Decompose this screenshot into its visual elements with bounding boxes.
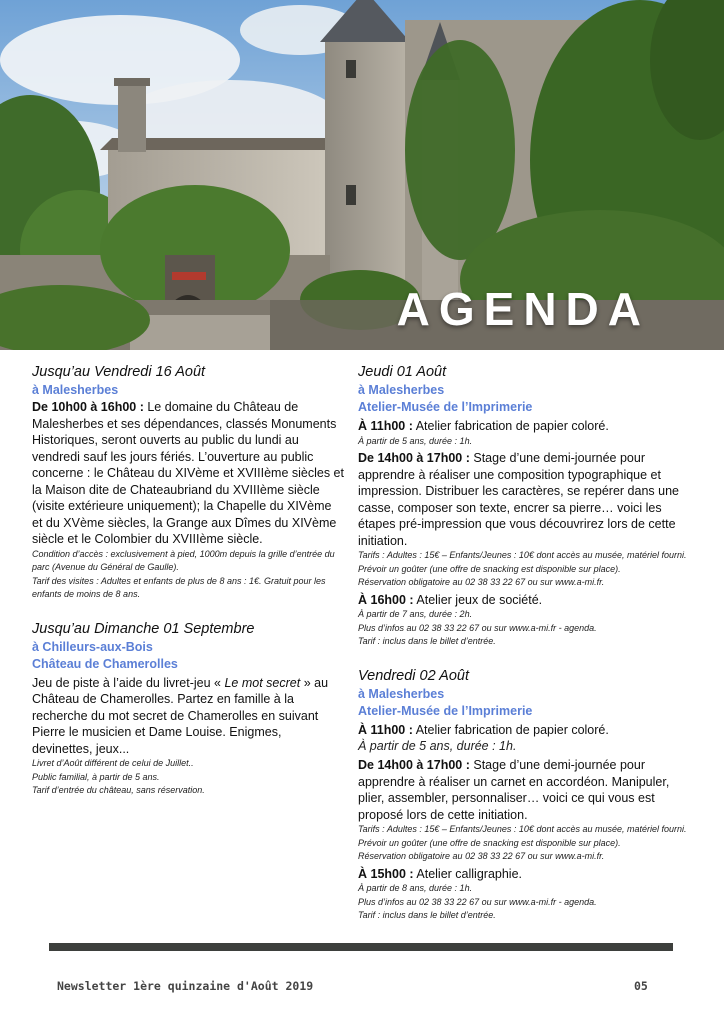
page-title: AGENDA (396, 283, 650, 335)
slot-note: Tarifs : Adultes : 15€ – Enfants/Jeunes : 10€ dont accès au musée, matériel fourni. Prévoir un goûter (une offre de snacking est disponible sur place). (358, 550, 687, 574)
event-venue: Atelier-Musée de l’Imprimerie (358, 400, 533, 414)
event-place: à Malesherbes (358, 383, 445, 397)
slot-note: Réservation obligatoire au 02 38 33 22 67 ou sur www.a-mi.fr. (358, 851, 605, 861)
event-date: Jusqu’au Dimanche 01 Septembre (32, 620, 255, 637)
slot-text: Atelier jeux de société. (416, 592, 543, 607)
event-place: à Malesherbes (32, 383, 119, 397)
event-text-part2: » au Château de Chamerolles. Partez en famille à la recherche du mot secret de Chamerolles en suivant Pierre le musicien et Dame Louise. Enigmes, devinettes, jeux... (32, 675, 329, 756)
slot-time: De 14h00 à 17h00 : (358, 451, 470, 465)
event-jeudi-01 (358, 363, 690, 649)
event-venue: Atelier-Musée de l’Imprimerie (358, 703, 533, 718)
event-date: Jusqu’au Vendredi 16 Août (32, 364, 206, 380)
hero-photo (0, 0, 724, 350)
slot-time: À 11h00 : (358, 419, 413, 433)
footer-newsletter-title: Newsletter 1ère quinzaine d'Août 2019 (57, 979, 314, 993)
footer-divider (49, 943, 673, 951)
event-slot (358, 757, 690, 823)
event-slot (358, 450, 690, 549)
event-venue: Château de Chamerolles (32, 656, 178, 671)
event-malesherbes-domaine (32, 363, 344, 602)
slot-note: Plus d’infos au 02 38 33 22 67 ou sur www.a-mi.fr - agenda. (358, 896, 597, 907)
event-note-price: Tarif d’entrée du château, sans réservation. (32, 785, 205, 795)
slot-text: Atelier fabrication de papier coloré. (415, 722, 609, 737)
event-description (32, 675, 344, 758)
slot-time: À 11h00 : (358, 722, 413, 737)
event-text-part1: Jeu de piste à l’aide du livret-jeu « (32, 675, 225, 690)
event-description (32, 399, 344, 548)
event-time: De 10h00 à 16h00 : (32, 400, 144, 414)
event-slot (358, 866, 690, 883)
event-note-audience: Public familial, à partir de 5 ans. (32, 771, 160, 782)
event-chamerolles (32, 620, 344, 798)
page-number: 05 (634, 979, 648, 993)
event-slot (358, 592, 690, 609)
slot-text: Atelier fabrication de papier coloré. (415, 419, 609, 433)
event-slot (358, 418, 690, 435)
slot-time: De 14h00 à 17h00 : (358, 758, 470, 772)
event-date: Vendredi 02 Août (358, 667, 469, 684)
slot-note: Tarif : inclus dans le billet d’entrée. (358, 636, 496, 646)
event-note-access: Condition d’accès : exclusivement à pied, 1000m depuis la grille d’entrée du parc (Avenue du Général de Gaulle). (32, 548, 335, 572)
right-column (358, 363, 690, 939)
event-slot (358, 722, 690, 739)
slot-note: À partir de 8 ans, durée : 1h. (358, 883, 473, 893)
slot-note: À partir de 5 ans, durée : 1h. (358, 739, 517, 753)
event-date: Jeudi 01 Août (358, 364, 447, 380)
left-column (32, 363, 344, 814)
slot-note: Plus d’infos au 02 38 33 22 67 ou sur www.a-mi.fr - agenda. (358, 622, 597, 633)
slot-text: Atelier calligraphie. (416, 866, 522, 881)
event-note-price: Tarif des visites : Adultes et enfants de plus de 8 ans : 1€. Gratuit pour les enfants de moins de 8 ans. (32, 575, 326, 599)
slot-note: À partir de 7 ans, durée : 2h. (358, 609, 473, 619)
slot-note: À partir de 5 ans, durée : 1h. (358, 435, 473, 446)
slot-note: Tarif : inclus dans le billet d’entrée. (358, 910, 496, 920)
event-vendredi-02 (358, 667, 690, 923)
event-text: Le domaine du Château de Malesherbes et ses dépendances, classés Monuments Historiques, seront ouverts au public du lundi au vendredi sauf les jours fériés. L’ouverture au public concerne : le Château du XIVème et XVIIIème siècles et la Maison dite de Chateaubriand du XVIIIème siècle (visite extérieure uniquement); la Chapelle du XIVème et du XVème siècles, la Grange aux Dîmes du XIVème siècle et le Colombier du XVIIIème siècle. (32, 400, 344, 546)
slot-time: À 15h00 : (358, 866, 414, 881)
slot-note: Réservation obligatoire au 02 38 33 22 67 ou sur www.a-mi.fr. (358, 577, 605, 587)
event-place: à Malesherbes (358, 686, 445, 701)
slot-text: Stage d’une demi-journée pour apprendre à réaliser une composition typographique et impression. Distribuer les caractères, se repérer dans une casse, composer son texte, encrer sa pierre… voici les étapes pré-impression que vous découvrirez lors de cette initiation. (358, 451, 679, 548)
slot-note: Tarifs : Adultes : 15€ – Enfants/Jeunes : 10€ dont accès au musée, matériel fourni. Prévoir un goûter (une offre de snacking est disponible sur place). (358, 824, 687, 848)
slot-time: À 16h00 : (358, 592, 414, 607)
slot-text: Stage d’une demi-journée pour apprendre à réaliser un carnet en accordéon. Manipuler, plier, assembler, personnaliser… voici ce qui vous est proposé lors de cette initiation. (358, 758, 670, 822)
event-text-title: Le mot secret (224, 675, 301, 690)
event-place: à Chilleurs-aux-Bois (32, 639, 153, 654)
event-note-booklet: Livret d’Août différent de celui de Juillet.. (32, 758, 194, 768)
